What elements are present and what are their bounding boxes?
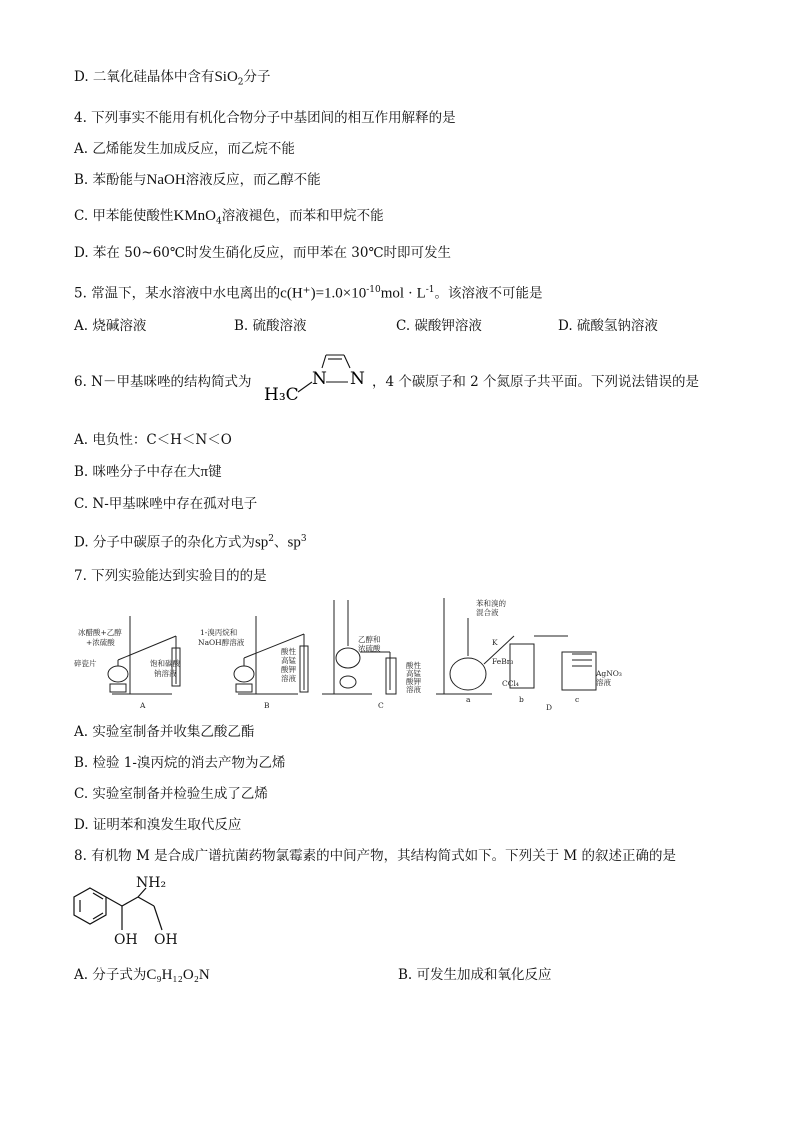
apparatus-b-text-4: 高锰 — [281, 656, 296, 665]
q4-option-d: D. 苯在 50~60℃时发生硝化反应，而甲苯在 30℃时即可发生 — [74, 245, 452, 261]
q8-option-a — [74, 966, 210, 984]
apparatus-d-text-8: a — [466, 695, 471, 704]
q3-option-d-tail: 分子 — [243, 69, 271, 85]
nh2-label: NH₂ — [136, 875, 167, 891]
sp2-label: sp — [254, 534, 269, 551]
apparatus-c — [322, 600, 421, 710]
q6-stem-pre: 6. N－甲基咪唑的结构简式为 — [74, 374, 252, 390]
apparatus-c-text-3: 酸性 — [406, 661, 421, 670]
q6-option-c: C. N-甲基咪唑中存在孤对电子 — [74, 496, 258, 512]
apparatus-b — [198, 616, 308, 710]
molecular-formula: C₉H₁₂O₂N — [146, 967, 210, 983]
apparatus-d-text-2: 混合液 — [476, 608, 499, 617]
compound-m-structure — [70, 874, 190, 952]
q4-option-c-text: C. 甲苯能使酸性 — [74, 208, 174, 224]
apparatus-a-text-5: 钠溶液 — [154, 669, 177, 678]
apparatus-d-text-1: 苯和溴的 — [476, 599, 506, 608]
apparatus-c-label: C — [378, 701, 384, 710]
q5-option-d: D. 硫酸氢钠溶液 — [558, 318, 658, 334]
q6-option-d — [74, 530, 307, 552]
apparatus-c-text-4: 高锰 — [406, 669, 421, 678]
apparatus-b-text-5: 酸钾 — [281, 665, 296, 674]
sp2-exponent: 2 — [268, 534, 275, 544]
apparatus-a-text-1: 冰醋酸+乙醇 — [78, 628, 122, 637]
q5-stem — [74, 281, 543, 303]
apparatus-a-text-2: +浓硫酸 — [86, 638, 115, 647]
oh2-label: OH — [154, 932, 178, 948]
q6-stem-post: ，4 个碳原子和 2 个氮原子共平面。下列说法错误的是 — [372, 374, 700, 390]
q4-stem: 4. 下列事实不能用有机化合物分子中基团间的相互作用解释的是 — [74, 110, 456, 126]
q6-option-a: A. 电负性：C＜H＜N＜O — [74, 432, 232, 448]
apparatus-d-text-5: CCl₄ — [502, 679, 519, 688]
apparatus-c-text-2: 浓硫酸 — [358, 644, 381, 653]
kmno4-formula: KMnO — [173, 208, 216, 224]
apparatus-b-text-1: 1-溴丙烷和 — [200, 628, 238, 637]
sio2-formula: SiO — [214, 69, 238, 85]
q8-option-a-text: A. 分子式为 — [74, 967, 147, 983]
q7-option-d: D. 证明苯和溴发生取代反应 — [74, 817, 242, 833]
q6-option-b-tail: 键 — [208, 464, 222, 480]
q4-option-c — [74, 207, 384, 231]
apparatus-c-text-5: 酸钾 — [406, 677, 421, 686]
apparatus-a-text-4: 饱和碳酸 — [150, 659, 180, 668]
q5-option-c: C. 碳酸钾溶液 — [396, 318, 482, 334]
q7-option-c: C. 实验室制备并检验生成了乙烯 — [74, 786, 268, 802]
apparatus-b-label: B — [264, 701, 270, 710]
apparatus-d-label: D — [546, 703, 553, 712]
pi-symbol: π — [200, 464, 209, 480]
q6-option-d-text: D. 分子中碳原子的杂化方式为 — [74, 534, 255, 551]
apparatus-d-text-4: FeBr₃ — [492, 657, 514, 666]
apparatus-b-text-2: NaOH醇溶液 — [198, 638, 245, 647]
oh1-label: OH — [114, 932, 138, 948]
naoh-formula: NaOH — [146, 172, 186, 188]
q8-stem: 8. 有机物 M 是合成广谱抗菌药物氯霉素的中间产物，其结构简式如下。下列关于 M 的叙述正确的是 — [74, 848, 676, 864]
q6-option-b — [74, 463, 222, 481]
q5-formula: c(H⁺)=1.0×10 — [280, 285, 367, 302]
apparatus-a — [74, 616, 180, 710]
sio2-subscript: 2 — [237, 77, 244, 88]
apparatus-b-text-3: 酸性 — [281, 647, 296, 656]
q8-option-b: B. 可发生加成和氧化反应 — [398, 967, 552, 983]
experiment-apparatus-figure — [72, 596, 632, 714]
q3-option-d-text: D. 二氧化硅晶体中含有 — [74, 69, 215, 85]
apparatus-d-text-6: AgNO₃ — [596, 669, 622, 678]
q7-stem: 7. 下列实验能达到实验目的的是 — [74, 568, 267, 584]
q4-option-b-tail: 溶液反应，而乙醇不能 — [185, 172, 321, 188]
kmno4-subscript: 4 — [215, 216, 222, 227]
q5-option-b: B. 硫酸溶液 — [234, 318, 307, 334]
q5-exponent: -10 — [366, 285, 381, 295]
q7-option-b: B. 检验 1-溴丙烷的消去产物为乙烯 — [74, 755, 286, 771]
separator: 、 — [274, 534, 288, 551]
q3-option-d — [74, 68, 271, 92]
q5-unit: mol · L — [380, 285, 426, 302]
q5-option-a: A. 烧碱溶液 — [74, 318, 147, 334]
q4-option-a: A. 乙烯能发生加成反应，而乙烷不能 — [74, 141, 295, 157]
q4-option-b — [74, 171, 321, 189]
n2-label: N — [350, 369, 365, 389]
sp3-label: sp — [287, 534, 301, 551]
apparatus-d-text-9: b — [519, 695, 524, 704]
n-methylimidazole-structure — [262, 346, 372, 408]
apparatus-a-text-3: 碎瓷片 — [74, 659, 97, 668]
apparatus-c-text-1: 乙醇和 — [358, 635, 381, 644]
apparatus-a-label: A — [140, 701, 146, 710]
sp3-exponent: 3 — [300, 534, 307, 544]
q5-unit-exponent: -1 — [425, 285, 435, 295]
apparatus-d-text-7: 溶液 — [596, 678, 611, 687]
q5-stem-text: 5. 常温下，某水溶液中水电离出的 — [74, 285, 281, 302]
q5-stem-tail: 。该溶液不可能是 — [434, 285, 543, 302]
apparatus-c-text-6: 溶液 — [406, 685, 421, 694]
apparatus-d — [436, 598, 622, 712]
apparatus-d-text-3: K — [492, 638, 498, 647]
h3c-label: H₃C — [264, 385, 299, 405]
q4-option-b-text: B. 苯酚能与 — [74, 172, 147, 188]
q7-option-a: A. 实验室制备并收集乙酸乙酯 — [74, 724, 255, 740]
n1-label: N — [312, 369, 327, 389]
apparatus-b-text-6: 溶液 — [281, 674, 296, 683]
apparatus-d-text-10: c — [575, 695, 580, 704]
q4-option-c-tail: 溶液褪色，而苯和甲烷不能 — [221, 208, 384, 224]
q6-option-b-text: B. 咪唑分子中存在大 — [74, 464, 201, 480]
